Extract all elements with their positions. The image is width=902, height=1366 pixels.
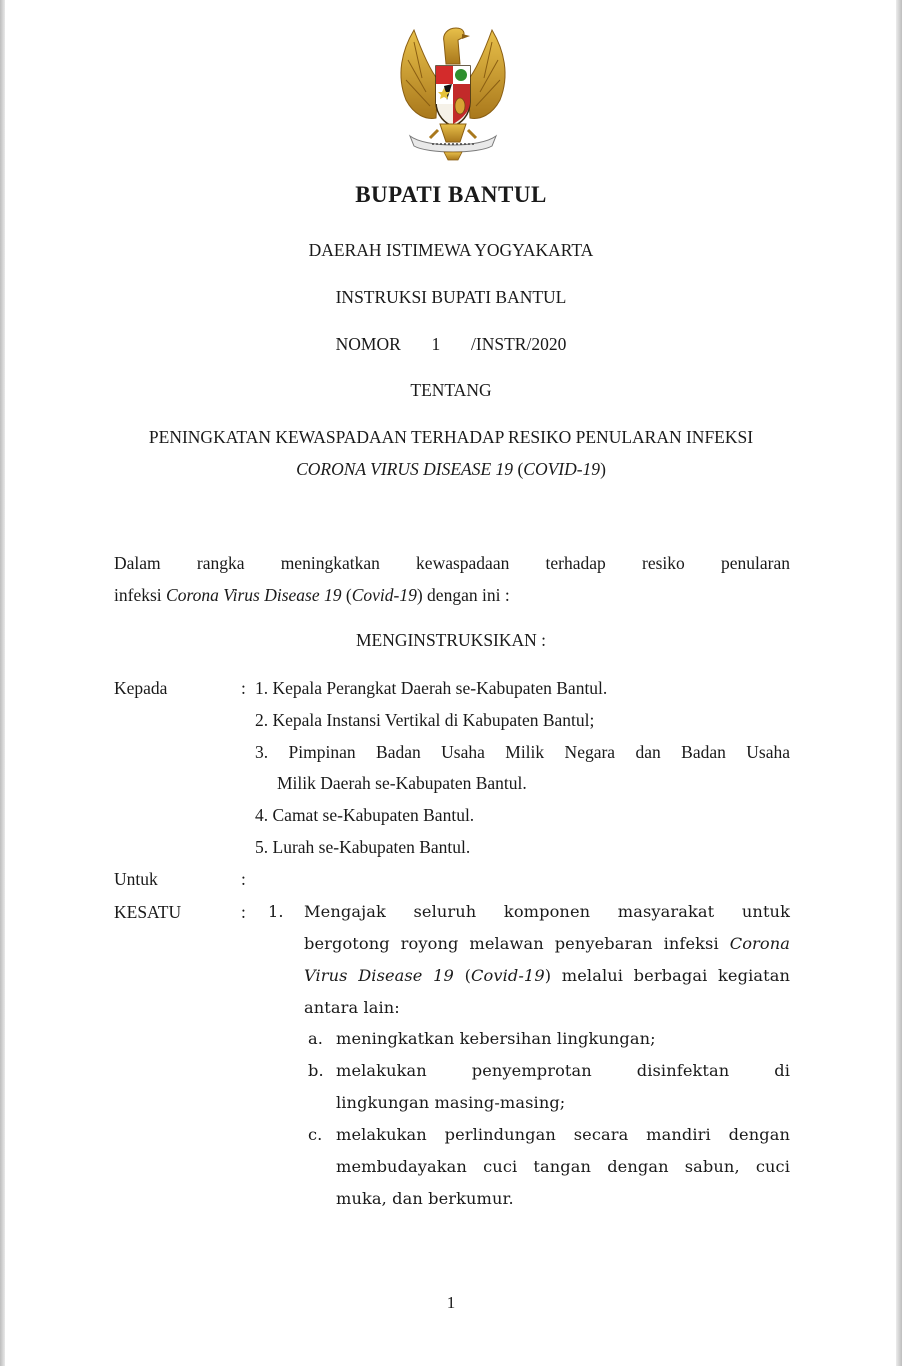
- subject-italic: CORONA VIRUS DISEASE 19: [296, 459, 514, 479]
- kesatu-text: bergotong royong melawan penyebaran infeksi: [304, 934, 730, 953]
- subject-paren-close: ): [600, 459, 606, 479]
- kesatu-line-3: [304, 960, 790, 992]
- sub-item-c-line-3: muka, dan berkumur.: [336, 1189, 514, 1208]
- intro-line-1: Dalam rangka meningkatkan kewaspadaan terhadap resiko penularan: [114, 553, 790, 573]
- subject-italic-abbr: COVID-19: [523, 459, 601, 479]
- subject-line-2: [0, 459, 902, 480]
- sub-item-b-line-2: lingkungan masing-masing;: [336, 1093, 566, 1112]
- untuk-colon: :: [241, 869, 246, 889]
- intro-text-end: ) dengan ini :: [416, 585, 510, 605]
- kepada-colon: :: [241, 678, 246, 698]
- about-heading: TENTANG: [410, 380, 492, 400]
- subject-line-1: PENINGKATAN KEWASPADAAN TERHADAP RESIKO PENULARAN INFEKSI: [148, 427, 754, 447]
- intro-line-2: [114, 585, 510, 605]
- sub-item-a-label: a.: [308, 1029, 323, 1048]
- untuk-label: Untuk: [114, 869, 158, 889]
- sub-item-c-line-2: membudayakan cuci tangan dengan sabun, cuci: [336, 1157, 790, 1176]
- kesatu-italic-2: Virus Disease 19: [304, 966, 454, 985]
- sub-item-b-line-1: melakukan penyemprotan disinfektan di: [336, 1061, 790, 1080]
- page-number: 1: [446, 1293, 456, 1312]
- kepada-item-5: 5. Lurah se-Kabupaten Bantul.: [255, 837, 471, 857]
- intro-text: infeksi: [114, 585, 167, 605]
- intro-paren: (: [341, 585, 352, 605]
- kesatu-text-2: ) melalui berbagai kegiatan: [544, 966, 790, 985]
- subject-paren: (: [513, 459, 524, 479]
- kesatu-line-2: [304, 928, 790, 960]
- kesatu-italic: Corona: [729, 934, 790, 953]
- kepada-item-3-cont: Milik Daerah se-Kabupaten Bantul.: [277, 773, 527, 793]
- garuda-emblem-icon: [392, 20, 514, 162]
- intro-italic-abbr: Covid-19: [351, 585, 417, 605]
- sub-item-c-line-1: melakukan perlindungan secara mandiri dengan: [336, 1125, 790, 1144]
- kesatu-label: KESATU: [114, 902, 182, 922]
- number-value: 1: [431, 334, 441, 354]
- kesatu-line-1: Mengajak seluruh komponen masyarakat untuk: [304, 902, 790, 921]
- kesatu-italic-abbr: Covid-19: [471, 966, 545, 985]
- sub-item-c-label: c.: [308, 1125, 323, 1144]
- kepada-item-4: 4. Camat se-Kabupaten Bantul.: [255, 805, 475, 825]
- kepada-item-1: 1. Kepala Perangkat Daerah se-Kabupaten Bantul.: [255, 678, 608, 698]
- document-title: BUPATI BANTUL: [355, 182, 547, 207]
- kesatu-paren: (: [453, 966, 472, 985]
- intro-paragraph: [114, 547, 790, 611]
- kesatu-line-4: antara lain:: [304, 998, 400, 1017]
- sub-item-a-line-1: meningkatkan kebersihan lingkungan;: [336, 1029, 656, 1048]
- kesatu-number: 1.: [268, 902, 284, 921]
- kepada-item-2: 2. Kepala Instansi Vertikal di Kabupaten Bantul;: [255, 710, 595, 730]
- number-suffix: /INSTR/2020: [471, 334, 567, 354]
- number-label: NOMOR: [335, 334, 401, 354]
- kepada-label: Kepada: [114, 678, 168, 698]
- region-heading: DAERAH ISTIMEWA YOGYAKARTA: [308, 240, 594, 260]
- document-type-heading: INSTRUKSI BUPATI BANTUL: [335, 287, 567, 307]
- kepada-item-3: 3. Pimpinan Badan Usaha Milik Negara dan Badan Usaha: [255, 742, 790, 762]
- document-number: [0, 334, 902, 355]
- instruction-heading: MENGINSTRUKSIKAN :: [355, 630, 547, 650]
- kesatu-colon: :: [241, 902, 246, 922]
- intro-italic: Corona Virus Disease 19: [166, 585, 342, 605]
- sub-item-b-label: b.: [308, 1061, 324, 1080]
